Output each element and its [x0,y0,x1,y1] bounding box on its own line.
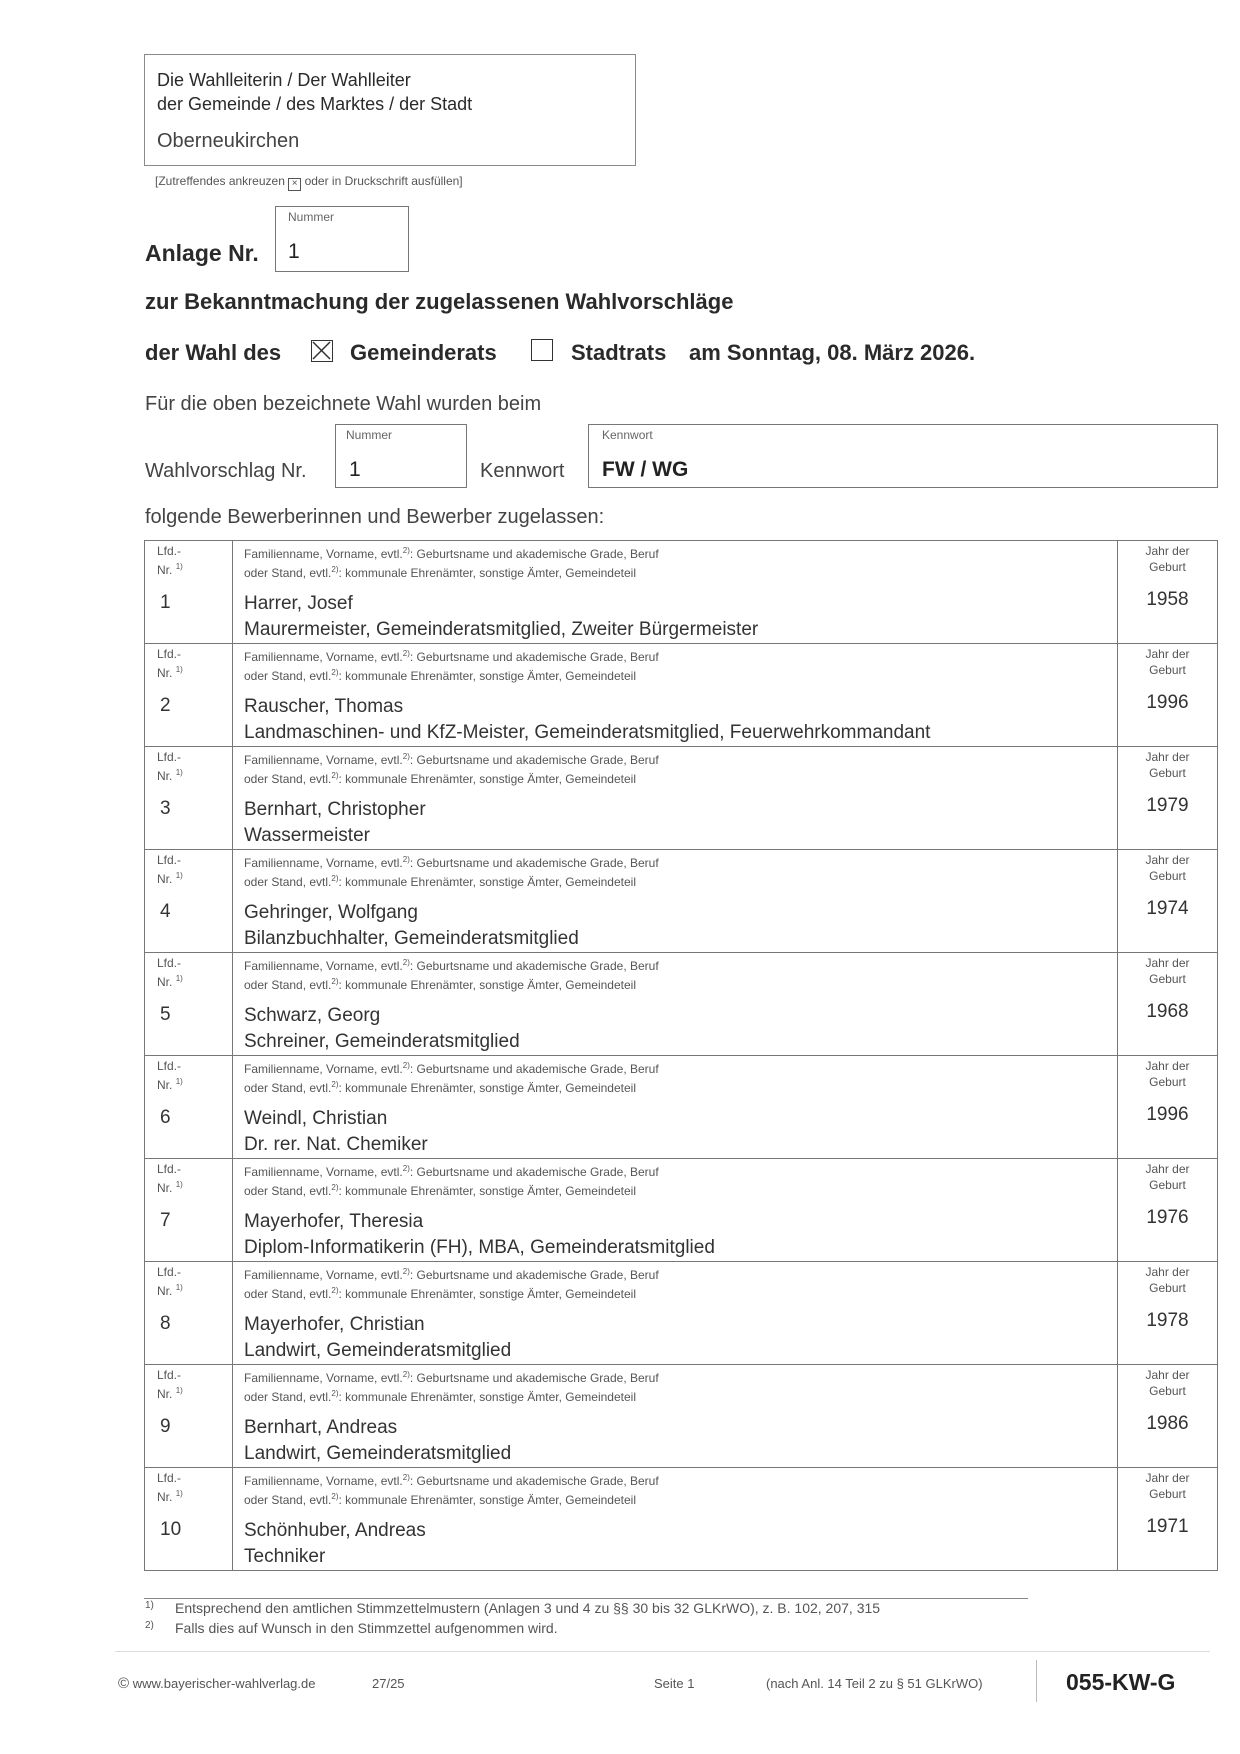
candidate-name: Rauscher, Thomas [244,696,404,717]
candidate-name: Schwarz, Georg [244,1005,381,1026]
lfd-caption: Lfd.- Nr. $^{1)}$ [157,544,183,577]
candidate-cell [233,953,1118,1056]
birth-year: 1996 [1146,1104,1189,1125]
page-title: zur Bekanntmachung der zugelassenen Wahlvorschläge [145,289,734,314]
lfd-caption: Lfd.- Nr. $^{1)}$ [157,750,183,783]
footnote-2-mark: 2) [145,1620,154,1631]
lfd-cell [145,1262,233,1365]
candidate-name: Weindl, Christian [244,1108,388,1129]
candidate-row [145,1056,1218,1159]
municipality-name: Oberneukirchen [157,130,300,152]
lfd-number: 7 [160,1210,171,1231]
year-caption: Jahr der Geburt [1145,1162,1190,1192]
year-cell [1118,1365,1218,1468]
candidate-row [145,953,1218,1056]
candidate-row [145,1262,1218,1365]
year-cell [1118,1159,1218,1262]
candidate-caption: Familienname, Vorname, evtl.$^{2)}$: Geburtsname und akademische Grade, Beruf oder Stand, evtl.$^{2)}$: kommunale Ehrenämter, sonstige Ämter, Gemeindeteil [244,855,659,889]
lfd-number: 4 [160,901,171,922]
candidate-detail: Diplom-Informatikerin (FH), MBA, Gemeinderatsmitglied [244,1237,715,1258]
candidate-name: Harrer, Josef [244,593,353,614]
year-caption: Jahr der Geburt [1145,1265,1190,1295]
intro-text-2: folgende Bewerberinnen und Bewerber zugelassen: [145,506,605,528]
candidate-cell [233,1262,1118,1365]
candidate-cell [233,1159,1118,1262]
lfd-cell [145,953,233,1056]
candidate-name: Bernhart, Andreas [244,1417,398,1438]
lfd-caption: Lfd.- Nr. $^{1)}$ [157,1162,183,1195]
candidate-caption: Familienname, Vorname, evtl.$^{2)}$: Geburtsname und akademische Grade, Beruf oder Stand, evtl.$^{2)}$: kommunale Ehrenämter, sonstige Ämter, Gemeindeteil [244,649,659,683]
candidate-cell [233,1056,1118,1159]
fill-hint [155,174,463,191]
kennwort-caption: Kennwort [602,428,653,442]
candidate-row [145,850,1218,953]
candidate-caption: Familienname, Vorname, evtl.$^{2)}$: Geburtsname und akademische Grade, Beruf oder Stand, evtl.$^{2)}$: kommunale Ehrenämter, sonstige Ämter, Gemeindeteil [244,1370,659,1404]
lfd-cell [145,644,233,747]
candidate-caption: Familienname, Vorname, evtl.$^{2)}$: Geburtsname und akademische Grade, Beruf oder Stand, evtl.$^{2)}$: kommunale Ehrenämter, sonstige Ämter, Gemeindeteil [244,1473,659,1507]
year-cell [1118,953,1218,1056]
candidate-detail: Schreiner, Gemeinderatsmitglied [244,1031,520,1052]
candidates-table [144,540,1218,1571]
candidate-detail: Techniker [244,1546,326,1567]
year-caption: Jahr der Geburt [1145,1059,1190,1089]
hint-before: [Zutreffendes ankreuzen [155,174,285,188]
footer-rule [115,1651,1210,1652]
candidate-detail: Landwirt, Gemeinderatsmitglied [244,1443,512,1464]
wahlvorschlag-number-box[interactable] [335,424,467,488]
lfd-caption: Lfd.- Nr. $^{1)}$ [157,956,183,989]
year-cell [1118,541,1218,644]
lfd-number: 5 [160,1004,171,1025]
legal-reference: (nach Anl. 14 Teil 2 zu § 51 GLKrWO) [766,1676,983,1691]
kennwort-value: FW / WG [602,458,689,481]
birth-year: 1996 [1146,692,1189,713]
wahlvorschlag-number-caption: Nummer [346,428,393,442]
birth-year: 1968 [1146,1001,1189,1022]
lfd-caption: Lfd.- Nr. $^{1)}$ [157,1368,183,1401]
candidate-caption: Familienname, Vorname, evtl.$^{2)}$: Geburtsname und akademische Grade, Beruf oder Stand, evtl.$^{2)}$: kommunale Ehrenämter, sonstige Ämter, Gemeindeteil [244,1061,659,1095]
lfd-number: 9 [160,1416,171,1437]
candidate-detail: Wassermeister [244,825,370,846]
candidate-caption: Familienname, Vorname, evtl.$^{2)}$: Geburtsname und akademische Grade, Beruf oder Stand, evtl.$^{2)}$: kommunale Ehrenämter, sonstige Ämter, Gemeindeteil [244,958,659,992]
lfd-cell [145,1056,233,1159]
kennwort-box[interactable] [588,424,1218,488]
candidate-row [145,644,1218,747]
edition: 27/25 [372,1676,405,1691]
candidate-cell [233,850,1118,953]
year-caption: Jahr der Geburt [1145,544,1190,574]
candidate-cell [233,1365,1118,1468]
lfd-caption: Lfd.- Nr. $^{1)}$ [157,1059,183,1092]
year-cell [1118,747,1218,850]
lfd-caption: Lfd.- Nr. $^{1)}$ [157,1471,183,1504]
publisher-url-text: www.bayerischer-wahlverlag.de [132,1676,316,1691]
birth-year: 1986 [1146,1413,1189,1434]
lfd-cell [145,1365,233,1468]
footnote-rule [144,1598,1028,1599]
candidate-cell [233,1468,1118,1571]
candidate-row [145,747,1218,850]
lfd-number: 1 [160,592,171,613]
footnote-1 [145,1600,880,1616]
lfd-number: 8 [160,1313,171,1334]
lfd-number: 10 [160,1519,182,1540]
year-caption: Jahr der Geburt [1145,853,1190,883]
candidate-row [145,1468,1218,1571]
candidate-cell [233,747,1118,850]
page-number: Seite 1 [654,1676,695,1691]
candidate-name: Schönhuber, Andreas [244,1520,426,1541]
candidate-caption: Familienname, Vorname, evtl.$^{2)}$: Geburtsname und akademische Grade, Beruf oder Stand, evtl.$^{2)}$: kommunale Ehrenämter, sonstige Ämter, Gemeindeteil [244,546,659,580]
option-stadtrat: Stadtrats [571,340,667,365]
birth-year: 1958 [1146,589,1189,610]
candidate-caption: Familienname, Vorname, evtl.$^{2)}$: Geburtsname und akademische Grade, Beruf oder Stand, evtl.$^{2)}$: kommunale Ehrenämter, sonstige Ämter, Gemeindeteil [244,1267,659,1301]
wahlvorschlag-number-value: 1 [349,458,361,481]
candidate-name: Gehringer, Wolfgang [244,902,418,923]
checkbox-cross-icon [312,341,331,360]
issuer-line-2: der Gemeinde / des Marktes / der Stadt [157,94,473,114]
year-caption: Jahr der Geburt [1145,1471,1190,1501]
lfd-caption: Lfd.- Nr. $^{1)}$ [157,647,183,680]
intro-text: Für die oben bezeichnete Wahl wurden beim [145,393,542,415]
footnote-2 [145,1620,558,1636]
lfd-cell [145,747,233,850]
lfd-caption: Lfd.- Nr. $^{1)}$ [157,853,183,886]
kennwort-label: Kennwort [480,460,565,482]
birth-year: 1971 [1146,1516,1189,1537]
form-code-divider [1036,1660,1037,1702]
birth-year: 1974 [1146,898,1189,919]
anlage-number-value: 1 [288,240,300,263]
gemeinderat-checkbox[interactable] [311,340,333,362]
birth-year: 1979 [1146,795,1189,816]
lfd-number: 6 [160,1107,171,1128]
lfd-cell [145,850,233,953]
year-caption: Jahr der Geburt [1145,956,1190,986]
year-cell [1118,850,1218,953]
lfd-number: 3 [160,798,171,819]
candidate-detail: Landwirt, Gemeinderatsmitglied [244,1340,512,1361]
footnote-1-text: Entsprechend den amtlichen Stimmzettelmustern (Anlagen 3 und 4 zu §§ 30 bis 32 GLKrWO), z. B. 102, 207, 315 [175,1600,881,1616]
year-cell [1118,1262,1218,1365]
option-gemeinderat: Gemeinderats [350,340,497,365]
wahl-prefix: der Wahl des [145,340,282,365]
anlage-label: Anlage Nr. [145,240,259,266]
year-caption: Jahr der Geburt [1145,1368,1190,1398]
form-code: 055-KW-G [1066,1669,1176,1695]
candidate-detail: Bilanzbuchhalter, Gemeinderatsmitglied [244,928,579,949]
lfd-cell [145,541,233,644]
year-caption: Jahr der Geburt [1145,647,1190,677]
anlage-number-caption: Nummer [288,210,335,224]
candidate-detail: Dr. rer. Nat. Chemiker [244,1134,428,1155]
candidate-name: Mayerhofer, Christian [244,1314,425,1335]
candidate-caption: Familienname, Vorname, evtl.$^{2)}$: Geburtsname und akademische Grade, Beruf oder Stand, evtl.$^{2)}$: kommunale Ehrenämter, sonstige Ämter, Gemeindeteil [244,752,659,786]
year-cell [1118,1056,1218,1159]
candidate-row [145,1365,1218,1468]
anlage-number-box[interactable] [275,206,409,272]
hint-cross-box: × [288,178,301,191]
candidate-caption: Familienname, Vorname, evtl.$^{2)}$: Geburtsname und akademische Grade, Beruf oder Stand, evtl.$^{2)}$: kommunale Ehrenämter, sonstige Ämter, Gemeindeteil [244,1164,659,1198]
issuer-line-1: Die Wahlleiterin / Der Wahlleiter [157,70,411,90]
footnote-1-mark: 1) [145,1600,154,1611]
candidate-detail: Maurermeister, Gemeinderatsmitglied, Zweiter Bürgermeister [244,619,759,640]
hint-after: oder in Druckschrift ausfüllen] [304,174,463,188]
lfd-cell [145,1159,233,1262]
year-caption: Jahr der Geburt [1145,750,1190,780]
birth-year: 1976 [1146,1207,1189,1228]
lfd-number: 2 [160,695,171,716]
publisher-url[interactable] [118,1675,316,1692]
candidate-row [145,541,1218,644]
candidate-name: Mayerhofer, Theresia [244,1211,424,1232]
lfd-caption: Lfd.- Nr. $^{1)}$ [157,1265,183,1298]
stadtrat-checkbox[interactable] [531,339,553,361]
candidate-name: Bernhart, Christopher [244,799,426,820]
election-date: am Sonntag, 08. März 2026. [689,340,976,365]
candidate-detail: Landmaschinen- und KfZ-Meister, Gemeinderatsmitglied, Feuerwehrkommandant [244,722,931,743]
year-cell [1118,644,1218,747]
candidate-cell [233,541,1118,644]
candidate-row [145,1159,1218,1262]
year-cell [1118,1468,1218,1571]
lfd-cell [145,1468,233,1571]
copyright-icon: © [118,1675,130,1692]
wahlvorschlag-label: Wahlvorschlag Nr. [145,460,307,482]
birth-year: 1978 [1146,1310,1189,1331]
candidate-cell [233,644,1118,747]
footnote-2-text: Falls dies auf Wunsch in den Stimmzettel aufgenommen wird. [175,1620,558,1636]
